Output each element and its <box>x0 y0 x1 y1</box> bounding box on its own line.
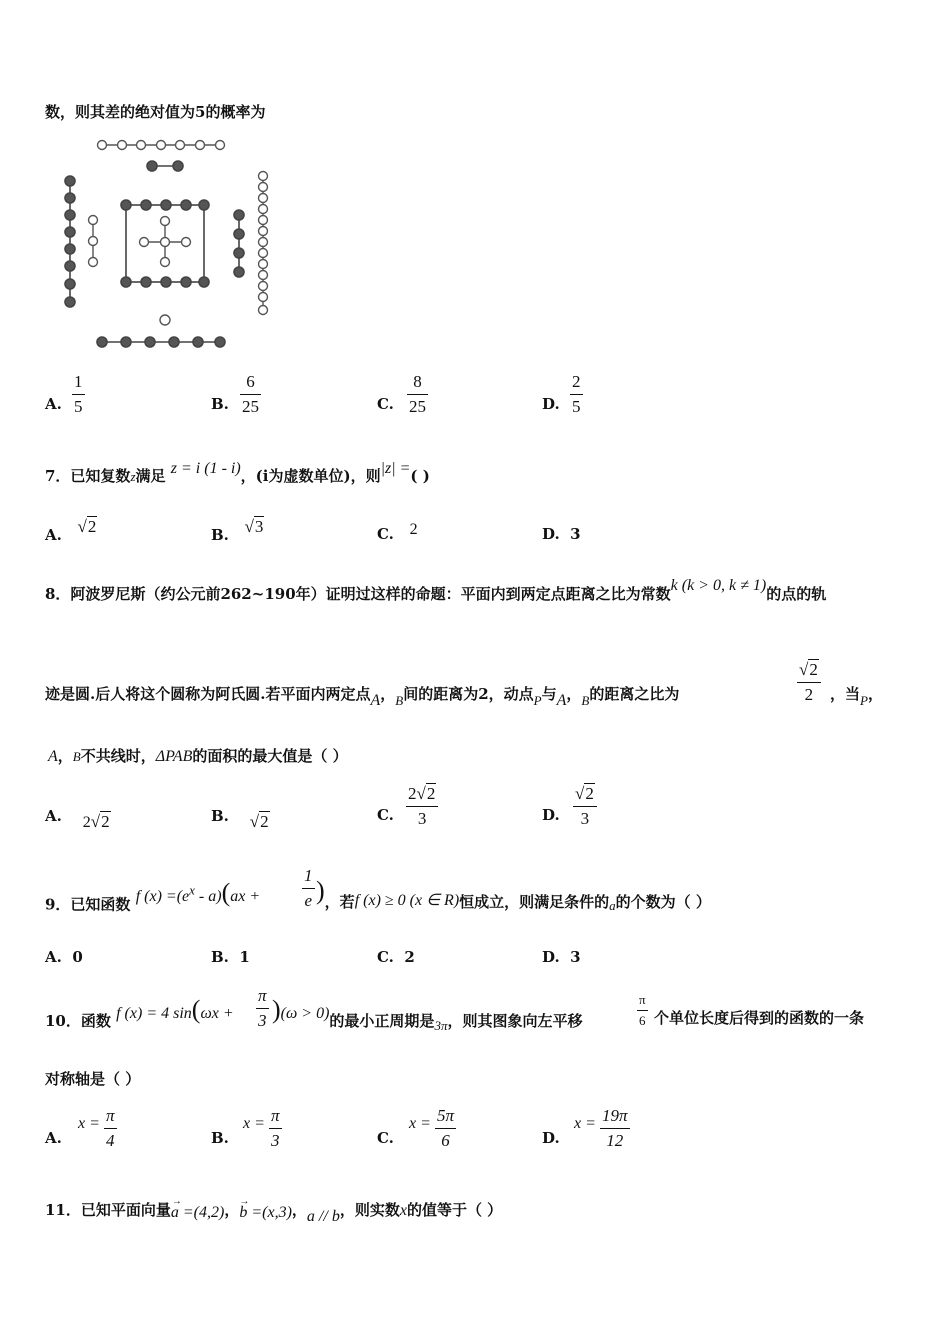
right-open-bead-column <box>259 172 268 315</box>
left-open-bead-column <box>89 216 98 267</box>
q9-option-d[interactable]: D. 3 <box>542 948 581 966</box>
q10-stem-rest: )(ω > 0)的最小正周期是3π，则其图象向左平移 <box>272 995 583 1033</box>
q7-option-d[interactable]: D. 3 <box>542 525 581 543</box>
q11-stem: 11．已知平面向量 → a =(4,2)， → b =(x,3)，a // b，则实数x的值等于（ ） <box>45 1196 503 1225</box>
q7-stem: 7．已知复数z满足 z = i (1 - i)，(i为虚数单位)，则|z| =( ) <box>45 460 430 485</box>
q8-option-b[interactable]: B. √2 <box>211 807 269 831</box>
q9-fraction: 1 e <box>304 866 313 910</box>
q10-stem-line2: 对称轴是（ ） <box>45 1070 141 1088</box>
q10-shift-fraction: π 6 <box>639 992 646 1028</box>
fraction: 5π 6 <box>437 1106 455 1150</box>
q6-figure <box>60 135 280 355</box>
bottom-filled-bead-row <box>97 337 225 347</box>
q7-option-a[interactable]: A. √2 <box>45 517 97 544</box>
fraction: 2 5 <box>572 372 581 416</box>
right-filled-bead-column <box>234 210 244 277</box>
q9-option-b[interactable]: B. 1 <box>211 948 250 966</box>
q10-phase-fraction: π 3 <box>258 986 267 1030</box>
q10-stem-end: 个单位长度后得到的函数的一条 <box>654 1009 865 1027</box>
fraction: 8 25 <box>409 372 426 416</box>
top-filled-pair <box>147 161 183 171</box>
q7-option-b[interactable]: B. √3 <box>211 517 264 544</box>
q6-stem-tail: 数，则其差的绝对值为5的概率为 <box>45 103 266 121</box>
q9-option-c[interactable]: C. 2 <box>377 948 415 966</box>
q8-stem-line3: A，B不共线时，ΔPAB的面积的最大值是（ ） <box>48 747 348 765</box>
top-open-bead-row <box>98 141 225 150</box>
q8-option-a[interactable]: A. 2√2 <box>45 807 110 831</box>
fraction: √2 3 <box>573 784 597 829</box>
fraction: 6 25 <box>242 372 259 416</box>
q8-stem-line2-end: ，当P， <box>830 685 883 708</box>
q8-ratio-fraction: √2 2 <box>797 660 821 705</box>
bottom-open-bead <box>160 315 170 325</box>
fraction: π 3 <box>271 1106 280 1150</box>
q9-stem: 9．已知函数 f $(x) =(e^x - a)(ax$ + <box>45 878 261 914</box>
fraction: 19π 12 <box>602 1106 628 1150</box>
left-filled-bead-column <box>65 176 75 307</box>
q10-stem: 10．函数 f (x) = 4 sin(ωx + <box>45 995 234 1030</box>
fraction: 2√2 3 <box>406 784 438 829</box>
q9-stem-rest: )，若f (x) ≥ 0 (x ∈ R)恒成立，则满足条件的a的个数为（ ） <box>316 876 711 913</box>
q9-option-a[interactable]: A. 0 <box>45 948 83 966</box>
fraction: π 4 <box>106 1106 115 1150</box>
fraction: 1 5 <box>74 372 83 416</box>
q8-stem-line1: 8．阿波罗尼斯（约公元前262~190年）证明过这样的命题：平面内到两定点距离之比为常数k (k > 0, k ≠ 1)的点的轨 <box>45 577 827 603</box>
q8-stem-line2: 迹是圆.后人将这个圆称为阿氏圆.若平面内两定点A，B间的距离为2，动点P与A，B的距离之比为 <box>45 685 680 709</box>
center-cross-open <box>140 217 191 267</box>
q7-option-c[interactable]: C. 2 <box>377 521 418 543</box>
